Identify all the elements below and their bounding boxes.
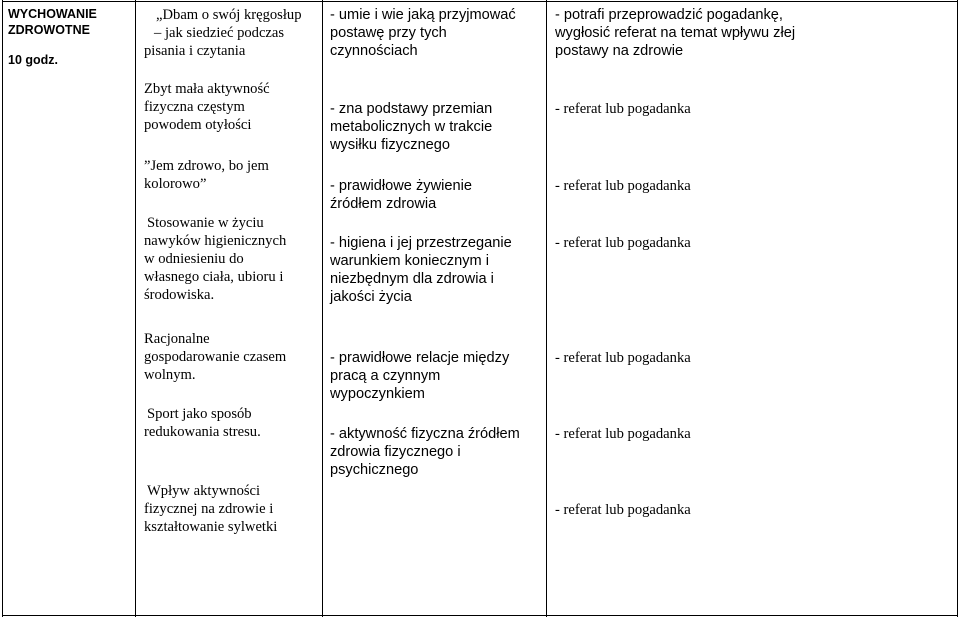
- table-border-col1: [135, 0, 136, 617]
- lesson-topic-spine: „Dbam o swój kręgosłup – jak siedzieć podczas pisania i czytania: [144, 7, 302, 59]
- outcome-hygiene: - higiena i jej przestrzeganie warunkiem koniecznym i niezbędnym dla zdrowia i jakości życia: [330, 235, 512, 305]
- lesson-topic-free-time: Racjonalne gospodarowanie czasem wolnym.: [144, 331, 287, 383]
- outcome-metabolism: - zna podstawy przemian metabolicznych w trakcie wysiłku fizycznego: [330, 101, 493, 153]
- outcome-physical-activity: - aktywność fizyczna źródłem zdrowia fizycznego i psychicznego: [330, 426, 520, 478]
- table-border-right: [957, 0, 958, 617]
- outcome-nutrition: - prawidłowe żywienie źródłem zdrowia: [330, 178, 472, 212]
- skill-presentation: - potrafi przeprowadzić pogadankę, wygłosić referat na temat wpływu złej postawy na zdrowie: [555, 7, 796, 59]
- lesson-topic-colorful: ”Jem zdrowo, bo jem kolorowo”: [144, 158, 269, 192]
- form-item: - referat lub pogadanka: [555, 350, 691, 366]
- hours-label: 10 godz.: [8, 53, 59, 67]
- lesson-topic-hygiene: Stosowanie w życiu nawyków higienicznych w odniesieniu do własnego ciała, ubioru i środowiska.: [144, 215, 287, 303]
- table-border-col2: [322, 0, 323, 617]
- form-item: - referat lub pogadanka: [555, 502, 691, 518]
- outcome-work-rest: - prawidłowe relacje między pracą a czynnym wypoczynkiem: [330, 350, 510, 402]
- form-item: - referat lub pogadanka: [555, 426, 691, 442]
- form-item: - referat lub pogadanka: [555, 235, 691, 251]
- form-item: - referat lub pogadanka: [555, 178, 691, 194]
- lesson-topic-activity: Zbyt mała aktywność fizyczna częstym powodem otyłości: [144, 81, 270, 133]
- table-border-col3: [546, 0, 547, 617]
- section-title: WYCHOWANIE ZDROWOTNE: [8, 7, 97, 37]
- lesson-topic-sport: Sport jako sposób redukowania stresu.: [144, 406, 261, 440]
- lesson-topic-physique: Wpływ aktywności fizycznej na zdrowie i kształtowanie sylwetki: [144, 483, 278, 535]
- table-border-left: [2, 0, 3, 617]
- table-border-bottom: [2, 615, 958, 616]
- table-border-top: [2, 1, 958, 2]
- outcome-posture: - umie i wie jaką przyjmować postawę przy tych czynnościach: [330, 7, 516, 59]
- form-item: - referat lub pogadanka: [555, 101, 691, 117]
